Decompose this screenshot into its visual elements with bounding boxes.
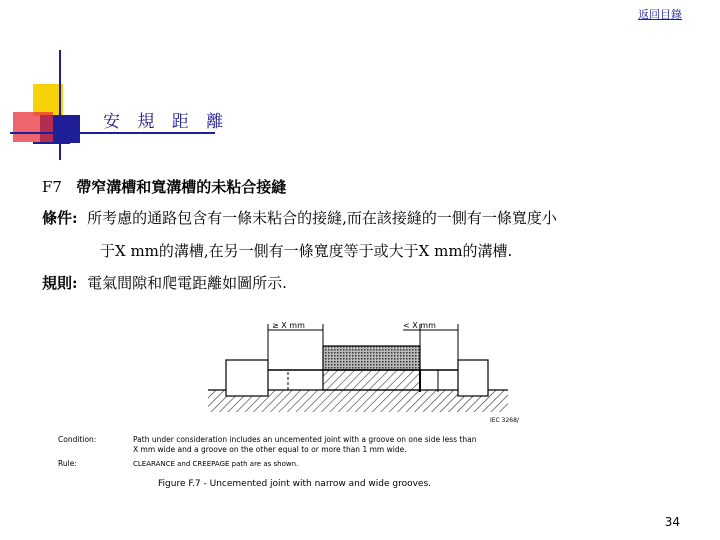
figure-rule-label: Rule: <box>58 459 77 468</box>
left-block <box>226 360 268 396</box>
back-to-contents-link[interactable]: 返回目錄 <box>638 8 682 21</box>
title-decoration <box>0 0 720 170</box>
rule-line <box>42 272 287 293</box>
condition-line <box>42 207 557 228</box>
deco-yellow-square <box>33 84 63 116</box>
figure-condition-text-2: X mm wide and a groove on the other equal to or more than 1 mm wide. <box>133 445 407 454</box>
figure-caption: Figure F.7 - Uncemented joint with narrow and wide grooves. <box>158 479 432 489</box>
condition-text-2: 于X mm的溝槽,在另一側有一條寬度等于或大于X mm的溝槽. <box>100 242 513 260</box>
section-title: 帶窄溝槽和寬溝槽的未粘合接縫 <box>76 178 287 196</box>
figure-condition-label: Condition: <box>58 435 97 444</box>
figure-condition-text-1: Path under consideration includes an uncemented joint with a groove on one side less than <box>133 435 477 444</box>
svg-text:< X mm: < X mm <box>403 321 436 330</box>
page-number: 34 <box>664 515 680 529</box>
section-code: F7 <box>42 178 62 196</box>
slide-title: 安 規 距 離 <box>103 112 230 132</box>
rule-text: 電氣間隙和爬電距離如圖所示. <box>87 274 287 292</box>
creepage-path <box>268 370 288 390</box>
center-block-bottom <box>323 370 420 390</box>
figure-rule-text: CLEARANCE and CREEPAGE path are as shown. <box>133 460 299 468</box>
figure-ref: IEC 3268/ <box>490 417 519 424</box>
deco-red-square <box>13 112 53 142</box>
svg-text:≥ X mm: ≥ X mm <box>272 321 305 330</box>
center-block-top <box>323 346 420 370</box>
dimension-left <box>268 321 323 365</box>
section-heading <box>42 176 286 197</box>
condition-text-1: 所考慮的通路包含有一條未粘合的接縫,而在該接縫的一側有一條寬度小 <box>87 209 557 227</box>
right-block <box>458 360 488 396</box>
condition-label: 條件: <box>42 209 78 227</box>
rule-label: 規則: <box>42 274 78 292</box>
figure-f7 <box>58 310 678 500</box>
